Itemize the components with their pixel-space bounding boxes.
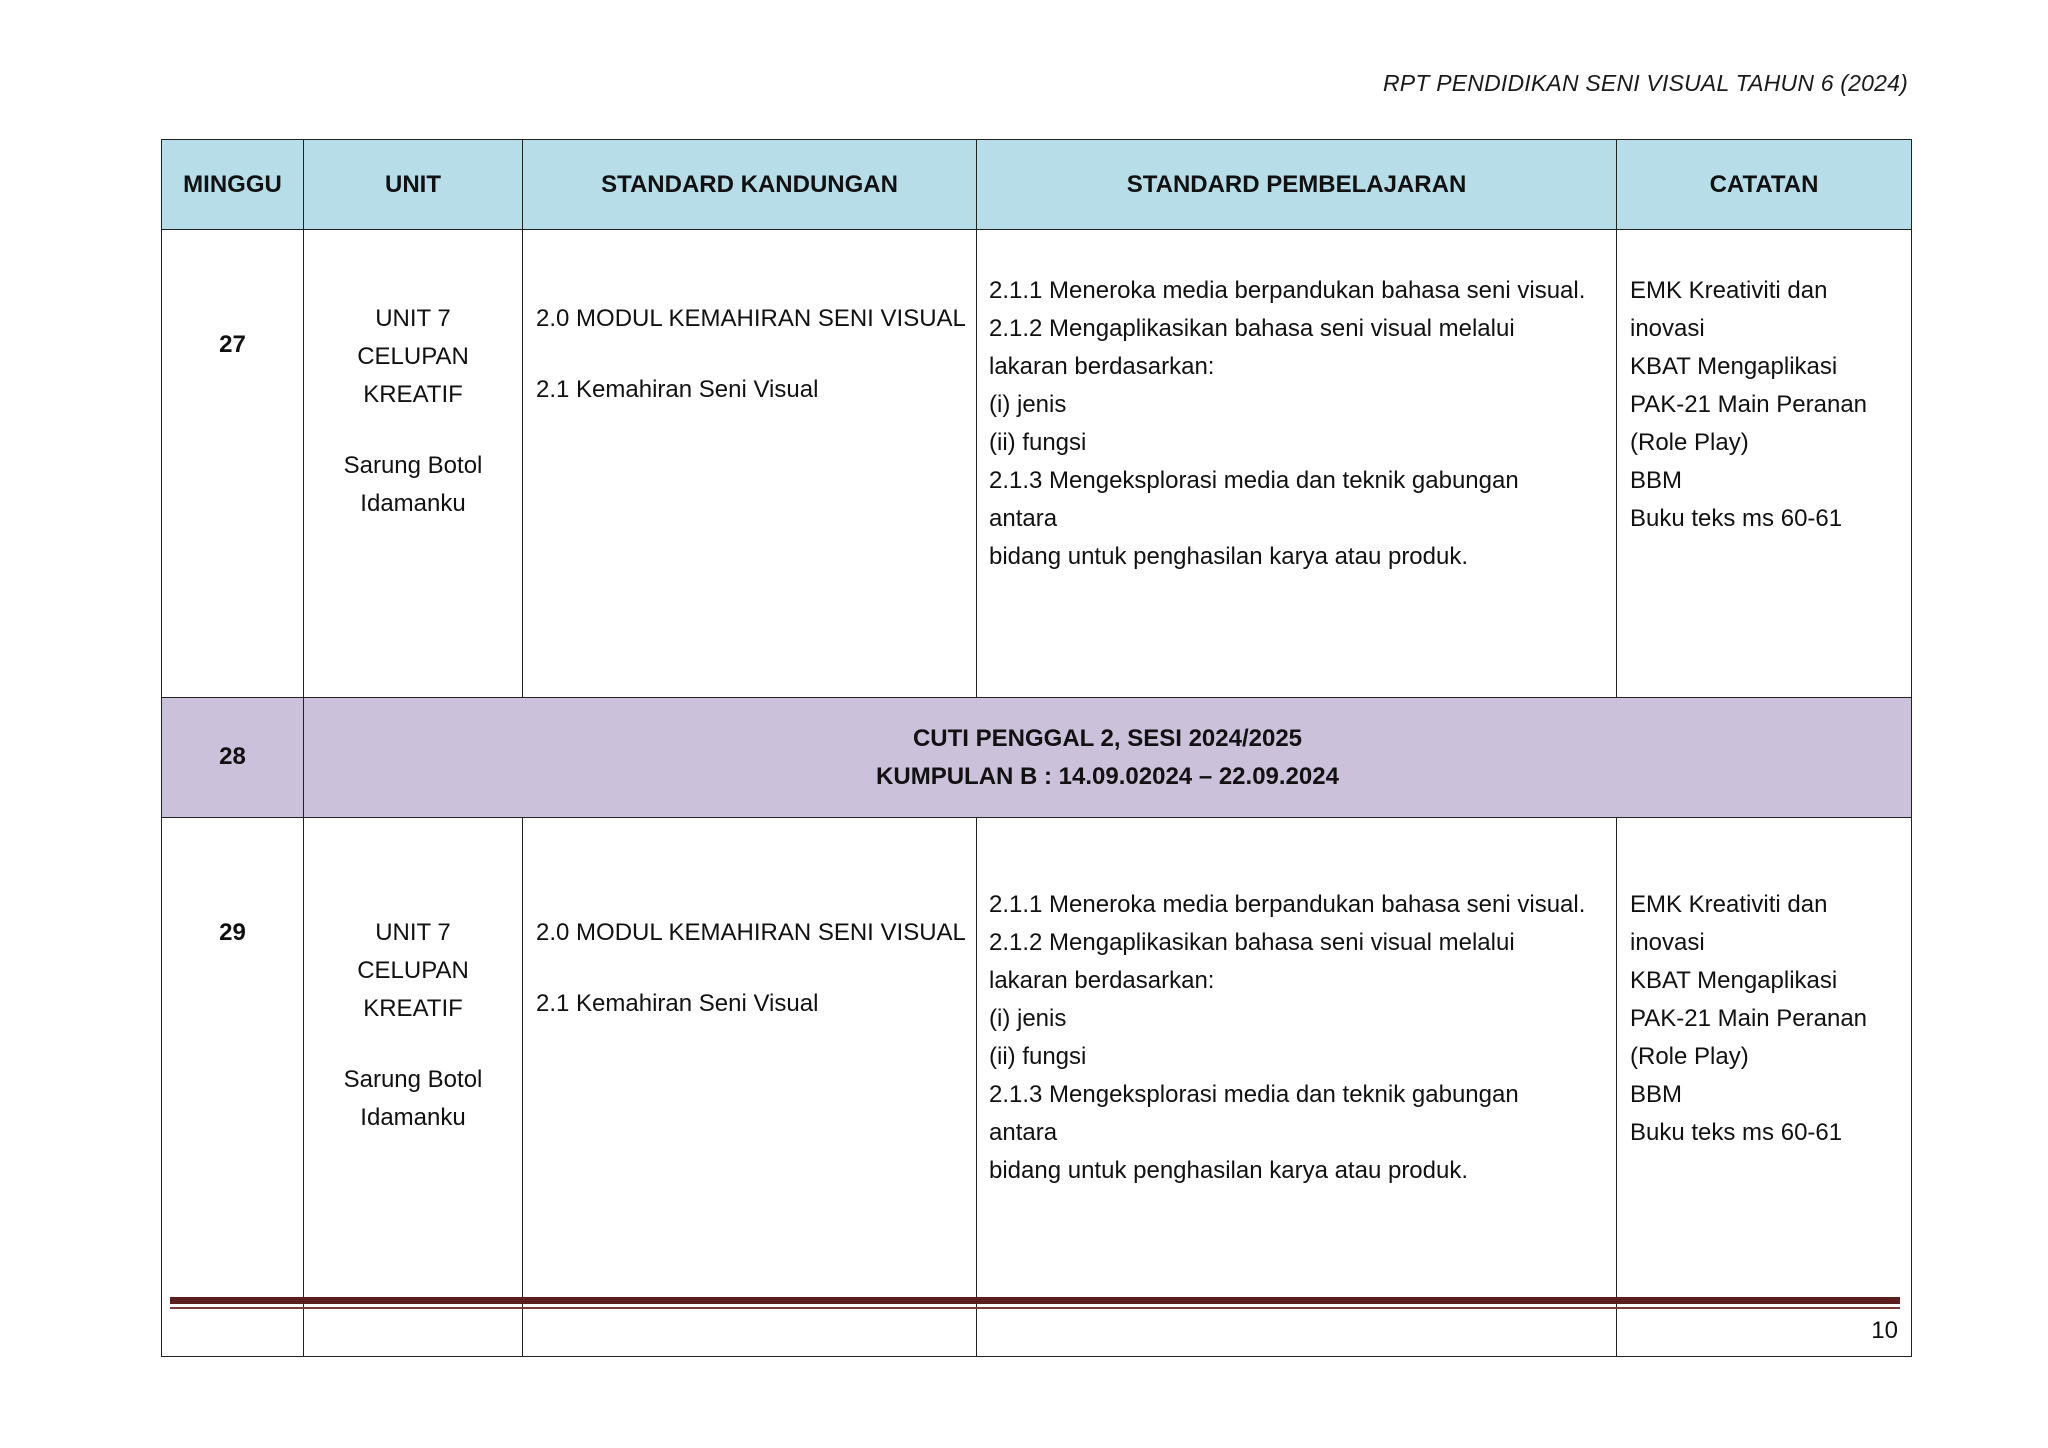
table-row-week-29 <box>162 818 1912 1357</box>
standard-pembelajaran-cell <box>977 230 1617 698</box>
sk-line: 2.1 Kemahiran Seni Visual <box>536 990 819 1017</box>
sp-line: bidang untuk penghasilan karya atau produk. <box>989 1157 1469 1184</box>
sp-line: antara <box>989 1119 1058 1146</box>
table-row-week-28-holiday <box>162 698 1912 818</box>
sp-line: 2.1.3 Mengeksplorasi media dan teknik gabungan <box>989 467 1519 494</box>
catatan-line: (Role Play) <box>1630 429 1749 456</box>
sp-line: (ii) fungsi <box>989 429 1087 456</box>
catatan-line: BBM <box>1630 467 1683 494</box>
catatan-line: KBAT Mengaplikasi <box>1630 353 1838 380</box>
rpt-table <box>161 139 1912 1357</box>
week-number-cell: 29 <box>162 818 304 1357</box>
sp-line: (i) jenis <box>989 1005 1067 1032</box>
catatan-line: KBAT Mengaplikasi <box>1630 967 1838 994</box>
unit-line: CELUPAN <box>357 343 469 370</box>
sp-line: (ii) fungsi <box>989 1043 1087 1070</box>
catatan-line: PAK-21 Main Peranan <box>1630 391 1868 418</box>
column-header-standard-kandungan: STANDARD KANDUNGAN <box>523 140 977 230</box>
catatan-line: (Role Play) <box>1630 1043 1749 1070</box>
sp-line: lakaran berdasarkan: <box>989 353 1215 380</box>
sp-line: 2.1.3 Mengeksplorasi media dan teknik gabungan <box>989 1081 1519 1108</box>
unit-cell <box>304 818 523 1357</box>
catatan-cell <box>1617 818 1912 1357</box>
holiday-title: CUTI PENGGAL 2, SESI 2024/2025 <box>912 724 1303 752</box>
week-number-cell: 27 <box>162 230 304 698</box>
column-header-standard-pembelajaran: STANDARD PEMBELAJARAN <box>977 140 1617 230</box>
sk-line: 2.0 MODUL KEMAHIRAN SENI VISUAL <box>536 305 966 332</box>
footer-divider-thick <box>170 1297 1900 1304</box>
unit-line: UNIT 7 <box>375 919 451 946</box>
sp-line: 2.1.2 Mengaplikasikan bahasa seni visual melalui <box>989 315 1515 342</box>
sp-line: 2.1.1 Meneroka media berpandukan bahasa seni visual. <box>989 891 1586 918</box>
sk-line: 2.1 Kemahiran Seni Visual <box>536 376 819 403</box>
sp-line: 2.1.1 Meneroka media berpandukan bahasa seni visual. <box>989 277 1586 304</box>
topic-line: Sarung Botol <box>343 452 483 479</box>
table-header-row <box>162 140 1912 230</box>
catatan-line: inovasi <box>1630 929 1705 956</box>
page-number: 10 <box>1871 1317 1898 1344</box>
topic-line: Sarung Botol <box>343 1066 483 1093</box>
catatan-line: EMK Kreativiti dan <box>1630 277 1828 304</box>
unit-cell <box>304 230 523 698</box>
unit-line: KREATIF <box>363 995 463 1022</box>
sp-line: 2.1.2 Mengaplikasikan bahasa seni visual melalui <box>989 929 1515 956</box>
page-header-title: RPT PENDIDIKAN SENI VISUAL TAHUN 6 (2024) <box>1383 70 1908 96</box>
table-row-week-27 <box>162 230 1912 698</box>
unit-line: KREATIF <box>363 381 463 408</box>
unit-line: UNIT 7 <box>375 305 451 332</box>
sp-line: antara <box>989 505 1058 532</box>
sk-line: 2.0 MODUL KEMAHIRAN SENI VISUAL <box>536 919 966 946</box>
footer-divider-thin <box>170 1307 1900 1309</box>
column-header-catatan: CATATAN <box>1617 140 1912 230</box>
holiday-dates: KUMPULAN B : 14.09.02024 – 22.09.2024 <box>876 762 1339 790</box>
week-number-cell: 28 <box>162 698 304 818</box>
topic-line: Idamanku <box>360 1104 466 1131</box>
catatan-cell <box>1617 230 1912 698</box>
catatan-line: Buku teks ms 60-61 <box>1630 505 1843 532</box>
topic-line: Idamanku <box>360 490 466 517</box>
column-header-unit: UNIT <box>304 140 523 230</box>
holiday-notice-cell <box>304 698 1912 818</box>
sp-line: bidang untuk penghasilan karya atau produk. <box>989 543 1469 570</box>
catatan-line: EMK Kreativiti dan <box>1630 891 1828 918</box>
catatan-line: PAK-21 Main Peranan <box>1630 1005 1868 1032</box>
catatan-line: BBM <box>1630 1081 1683 1108</box>
catatan-line: inovasi <box>1630 315 1705 342</box>
standard-kandungan-cell <box>523 230 977 698</box>
unit-line: CELUPAN <box>357 957 469 984</box>
column-header-minggu: MINGGU <box>162 140 304 230</box>
sp-line: (i) jenis <box>989 391 1067 418</box>
standard-pembelajaran-cell <box>977 818 1617 1357</box>
standard-kandungan-cell <box>523 818 977 1357</box>
catatan-line: Buku teks ms 60-61 <box>1630 1119 1843 1146</box>
sp-line: lakaran berdasarkan: <box>989 967 1215 994</box>
